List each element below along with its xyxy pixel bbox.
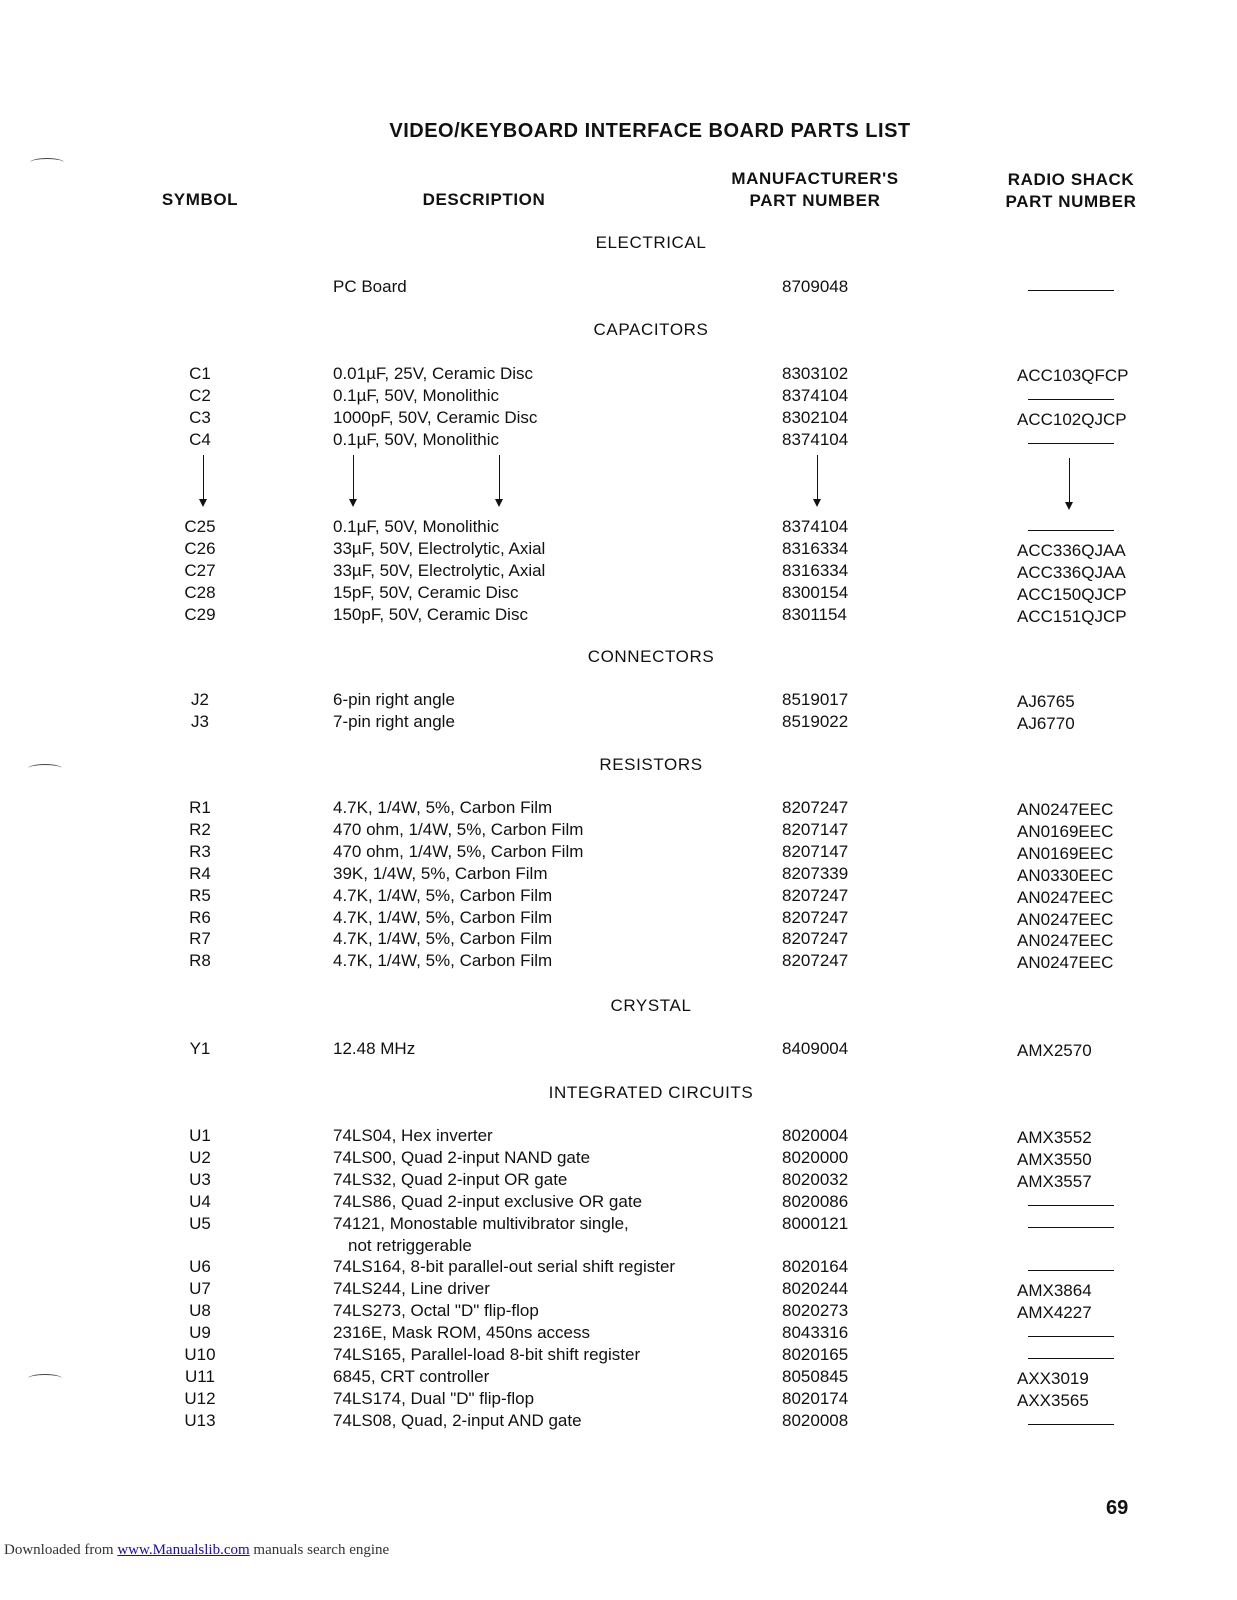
manufacturer-part-number: 8303102 [782, 364, 849, 383]
part-description: 4.7K, 1/4W, 5%, Carbon Film [333, 798, 553, 817]
manufacturer-part-number: 8519017 [782, 690, 849, 709]
radio-shack-part-number: AMX4227 [1017, 1303, 1092, 1323]
manualslib-link[interactable]: www.Manualslib.com [117, 1542, 250, 1558]
manufacturer-part-number: 8020004 [782, 1126, 849, 1145]
part-symbol: U3 [189, 1169, 211, 1189]
part-description: not retriggerable [348, 1235, 472, 1255]
part-description: 150pF, 50V, Ceramic Disc [333, 604, 528, 624]
radio-shack-part-number: ACC336QJAA [1017, 540, 1126, 560]
part-description: 39K, 1/4W, 5%, Carbon Film [333, 863, 548, 883]
part-symbol: U9 [189, 1323, 211, 1343]
part-description: 74LS244, Line driver [333, 1279, 490, 1299]
manufacturer-part-number: 8207147 [782, 841, 849, 861]
no-part-number-dash [1028, 1270, 1114, 1271]
manufacturer-part-number: 8020244 [782, 1279, 849, 1299]
radio-shack-part-number: AMX2570 [1017, 1041, 1092, 1060]
part-symbol: C3 [189, 407, 211, 427]
manufacturer-part-number: 8300154 [782, 582, 849, 602]
manufacturer-part-number: 8374104 [782, 385, 849, 405]
manufacturer-part-number: 8020008 [782, 1410, 849, 1430]
part-symbol: U10 [184, 1345, 216, 1364]
part-description: 74LS00, Quad 2-input NAND gate [333, 1147, 591, 1167]
section-heading-integrated-circuits: INTEGRATED CIRCUITS [548, 1083, 754, 1102]
manufacturer-part-number: 8409004 [782, 1039, 849, 1058]
part-row [0, 604, 1237, 626]
radio-shack-part-number: AN0247EEC [1017, 887, 1114, 907]
header-symbol: SYMBOL [161, 190, 239, 209]
part-row [0, 1344, 1237, 1366]
part-description: 6-pin right angle [333, 690, 455, 709]
part-description: 4.7K, 1/4W, 5%, Carbon Film [333, 885, 553, 905]
part-description: 0.1µF, 50V, Monolithic [333, 429, 500, 449]
part-symbol: U4 [189, 1191, 211, 1211]
part-symbol: Y1 [189, 1039, 211, 1058]
part-row [0, 276, 1237, 298]
part-description: 4.7K, 1/4W, 5%, Carbon Film [333, 907, 553, 927]
section-heading-resistors: RESISTORS [599, 755, 703, 774]
radio-shack-part-number: AMX3864 [1017, 1281, 1092, 1301]
part-symbol: R7 [189, 929, 211, 949]
manufacturer-part-number: 8020165 [782, 1345, 849, 1364]
no-part-number-dash [1028, 443, 1114, 444]
part-symbol: U8 [189, 1301, 211, 1321]
part-row [0, 560, 1237, 582]
manufacturer-part-number: 8709048 [782, 277, 849, 296]
radio-shack-part-number: AN0247EEC [1017, 800, 1114, 819]
part-description: 0.1µF, 50V, Monolithic [333, 385, 500, 405]
header-mfr-line2: PART NUMBER [749, 191, 881, 210]
part-row [0, 1169, 1237, 1191]
radio-shack-part-number: AJ6765 [1017, 692, 1075, 711]
part-description: 74121, Monostable multivibrator single, [333, 1213, 629, 1233]
header-mfr-line1: MANUFACTURER'S [731, 169, 899, 188]
part-symbol: R5 [189, 885, 211, 905]
radio-shack-part-number: AMX3557 [1017, 1171, 1092, 1191]
part-description: 12.48 MHz [333, 1039, 416, 1058]
part-symbol: C26 [184, 538, 216, 558]
part-symbol: U12 [184, 1388, 216, 1408]
part-row [0, 841, 1237, 863]
section-heading-crystal: CRYSTAL [610, 996, 692, 1015]
radio-shack-part-number: AJ6770 [1017, 713, 1075, 733]
part-symbol: U11 [185, 1366, 215, 1386]
part-row [0, 863, 1237, 885]
header-rs-line1: RADIO SHACK [1007, 170, 1135, 189]
radio-shack-part-number: ACC151QJCP [1017, 606, 1127, 626]
part-row [0, 1256, 1237, 1278]
part-symbol: R1 [189, 798, 211, 817]
part-description: 4.7K, 1/4W, 5%, Carbon Film [333, 951, 553, 971]
no-part-number-dash [1028, 1336, 1114, 1337]
part-description: 470 ohm, 1/4W, 5%, Carbon Film [333, 841, 584, 861]
section-heading-electrical: ELECTRICAL [595, 233, 707, 252]
manufacturer-part-number: 8316334 [782, 538, 849, 558]
part-row [0, 538, 1237, 560]
manufacturer-part-number: 8000121 [782, 1213, 849, 1233]
manufacturer-part-number: 8374104 [782, 429, 849, 449]
part-row [0, 1125, 1237, 1147]
manufacturer-part-number: 8207247 [782, 907, 849, 927]
part-symbol: U6 [189, 1257, 211, 1277]
header-rs-line2: PART NUMBER [1005, 192, 1137, 211]
part-description: 74LS32, Quad 2-input OR gate [333, 1169, 568, 1189]
part-description: 74LS86, Quad 2-input exclusive OR gate [333, 1191, 643, 1211]
part-row [0, 407, 1237, 429]
footer-suffix: manuals search engine [249, 1542, 390, 1558]
part-description: 1000pF, 50V, Ceramic Disc [333, 407, 538, 427]
part-symbol: U13 [184, 1410, 216, 1430]
part-symbol: R8 [189, 951, 211, 971]
manufacturer-part-number: 8020174 [782, 1388, 849, 1408]
part-row [0, 950, 1237, 972]
part-symbol: R3 [189, 841, 211, 861]
radio-shack-part-number: AMX3550 [1017, 1149, 1092, 1169]
part-row [0, 582, 1237, 604]
part-row [0, 516, 1237, 538]
manufacturer-part-number: 8020164 [782, 1257, 849, 1277]
radio-shack-part-number: AMX3552 [1017, 1128, 1092, 1147]
part-description: 74LS273, Octal "D" flip-flop [333, 1301, 539, 1321]
continuation-arrow-description [353, 455, 354, 505]
part-symbol: R6 [189, 907, 211, 927]
part-description: 0.01µF, 25V, Ceramic Disc [333, 364, 534, 383]
part-symbol: J2 [191, 690, 209, 709]
part-description: 74LS08, Quad, 2-input AND gate [333, 1410, 582, 1430]
part-symbol: C28 [184, 582, 216, 602]
part-row [0, 885, 1237, 907]
download-footer [4, 1542, 389, 1559]
part-row [0, 1213, 1237, 1235]
footer-prefix: Downloaded from [4, 1542, 118, 1558]
radio-shack-part-number: AN0169EEC [1017, 821, 1114, 841]
radio-shack-part-number: AN0169EEC [1017, 843, 1114, 863]
manufacturer-part-number: 8207247 [782, 929, 849, 949]
part-row [0, 1300, 1237, 1322]
part-row [0, 907, 1237, 929]
part-description: 74LS174, Dual "D" flip-flop [333, 1388, 535, 1408]
part-description: 6845, CRT controller [333, 1366, 490, 1386]
part-row [0, 1191, 1237, 1213]
no-part-number-dash [1028, 1358, 1114, 1359]
part-description: 74LS04, Hex inverter [333, 1126, 493, 1145]
part-row [0, 385, 1237, 407]
part-row [0, 1410, 1237, 1432]
page-number: 69 [1106, 1497, 1129, 1519]
manufacturer-part-number: 8316334 [782, 560, 849, 580]
part-row [0, 1278, 1237, 1300]
radio-shack-part-number: ACC102QJCP [1017, 409, 1127, 429]
no-part-number-dash [1028, 290, 1114, 291]
radio-shack-part-number: AN0247EEC [1017, 931, 1114, 951]
no-part-number-dash [1028, 1205, 1114, 1206]
part-row [0, 1366, 1237, 1388]
manufacturer-part-number: 8020086 [782, 1191, 849, 1211]
part-row [0, 797, 1237, 819]
part-row [0, 819, 1237, 841]
manufacturer-part-number: 8374104 [782, 517, 849, 536]
part-row [0, 363, 1237, 385]
part-row [0, 1235, 1237, 1257]
part-description: 74LS164, 8-bit parallel-out serial shift register [333, 1257, 676, 1277]
part-row [0, 928, 1237, 950]
radio-shack-part-number: ACC336QJAA [1017, 562, 1126, 582]
part-symbol: C25 [184, 517, 216, 536]
radio-shack-part-number: ACC150QJCP [1017, 584, 1127, 604]
part-row [0, 1388, 1237, 1410]
binder-mark [30, 158, 64, 167]
part-symbol: U1 [189, 1126, 211, 1145]
section-heading-capacitors: CAPACITORS [593, 320, 709, 339]
radio-shack-part-number: AN0247EEC [1017, 909, 1114, 929]
no-part-number-dash [1028, 530, 1114, 531]
manufacturer-part-number: 8207247 [782, 798, 849, 817]
manufacturer-part-number: 8207247 [782, 951, 849, 971]
part-description: 4.7K, 1/4W, 5%, Carbon Film [333, 929, 553, 949]
no-part-number-dash [1028, 399, 1114, 400]
part-symbol: C29 [184, 604, 216, 624]
part-symbol: R2 [189, 819, 211, 839]
continuation-arrow-symbol [203, 455, 204, 505]
part-description: 7-pin right angle [333, 711, 455, 731]
page-title: VIDEO/KEYBOARD INTERFACE BOARD PARTS LIST [389, 120, 911, 142]
manufacturer-part-number: 8207147 [782, 819, 849, 839]
manufacturer-part-number: 8519022 [782, 711, 849, 731]
part-row [0, 1147, 1237, 1169]
part-description: 470 ohm, 1/4W, 5%, Carbon Film [333, 819, 584, 839]
part-description: PC Board [333, 277, 407, 296]
continuation-arrow-description-2 [499, 455, 500, 505]
part-description: 74LS165, Parallel-load 8-bit shift register [333, 1345, 641, 1364]
part-symbol: U7 [189, 1279, 211, 1299]
part-symbol: U2 [189, 1147, 211, 1167]
part-row [0, 689, 1237, 711]
no-part-number-dash [1028, 1424, 1114, 1425]
section-heading-connectors: CONNECTORS [587, 647, 715, 666]
radio-shack-part-number: AN0247EEC [1017, 953, 1114, 973]
part-row [0, 1038, 1237, 1060]
manufacturer-part-number: 8043316 [782, 1323, 849, 1343]
part-symbol: C2 [189, 385, 211, 405]
header-description: DESCRIPTION [422, 190, 546, 209]
part-row [0, 429, 1237, 451]
continuation-arrow-rs [1069, 458, 1070, 508]
radio-shack-part-number: AXX3019 [1017, 1368, 1089, 1388]
part-symbol: U5 [189, 1213, 211, 1233]
radio-shack-part-number: ACC103QFCP [1017, 366, 1129, 385]
manufacturer-part-number: 8020273 [782, 1301, 849, 1321]
manufacturer-part-number: 8207339 [782, 863, 849, 883]
manufacturer-part-number: 8207247 [782, 885, 849, 905]
manufacturer-part-number: 8301154 [782, 604, 847, 624]
part-row [0, 1322, 1237, 1344]
part-description: 15pF, 50V, Ceramic Disc [333, 582, 519, 602]
part-description: 33µF, 50V, Electrolytic, Axial [333, 560, 546, 580]
part-symbol: C1 [189, 364, 211, 383]
radio-shack-part-number: AN0330EEC [1017, 865, 1114, 885]
part-symbol: R4 [189, 863, 211, 883]
part-description: 0.1µF, 50V, Monolithic [333, 517, 500, 536]
part-row [0, 711, 1237, 733]
manufacturer-part-number: 8020000 [782, 1147, 849, 1167]
no-part-number-dash [1028, 1227, 1114, 1228]
radio-shack-part-number: AXX3565 [1017, 1390, 1089, 1410]
part-description: 2316E, Mask ROM, 450ns access [333, 1323, 591, 1343]
part-symbol: J3 [191, 711, 209, 731]
part-symbol: C27 [184, 560, 216, 580]
manufacturer-part-number: 8302104 [782, 407, 849, 427]
part-description: 33µF, 50V, Electrolytic, Axial [333, 538, 546, 558]
part-symbol: C4 [189, 429, 211, 449]
binder-mark [28, 1374, 62, 1383]
manufacturer-part-number: 8020032 [782, 1169, 849, 1189]
binder-mark [28, 764, 62, 773]
manufacturer-part-number: 8050845 [782, 1366, 849, 1386]
continuation-arrow-mfr [817, 455, 818, 505]
